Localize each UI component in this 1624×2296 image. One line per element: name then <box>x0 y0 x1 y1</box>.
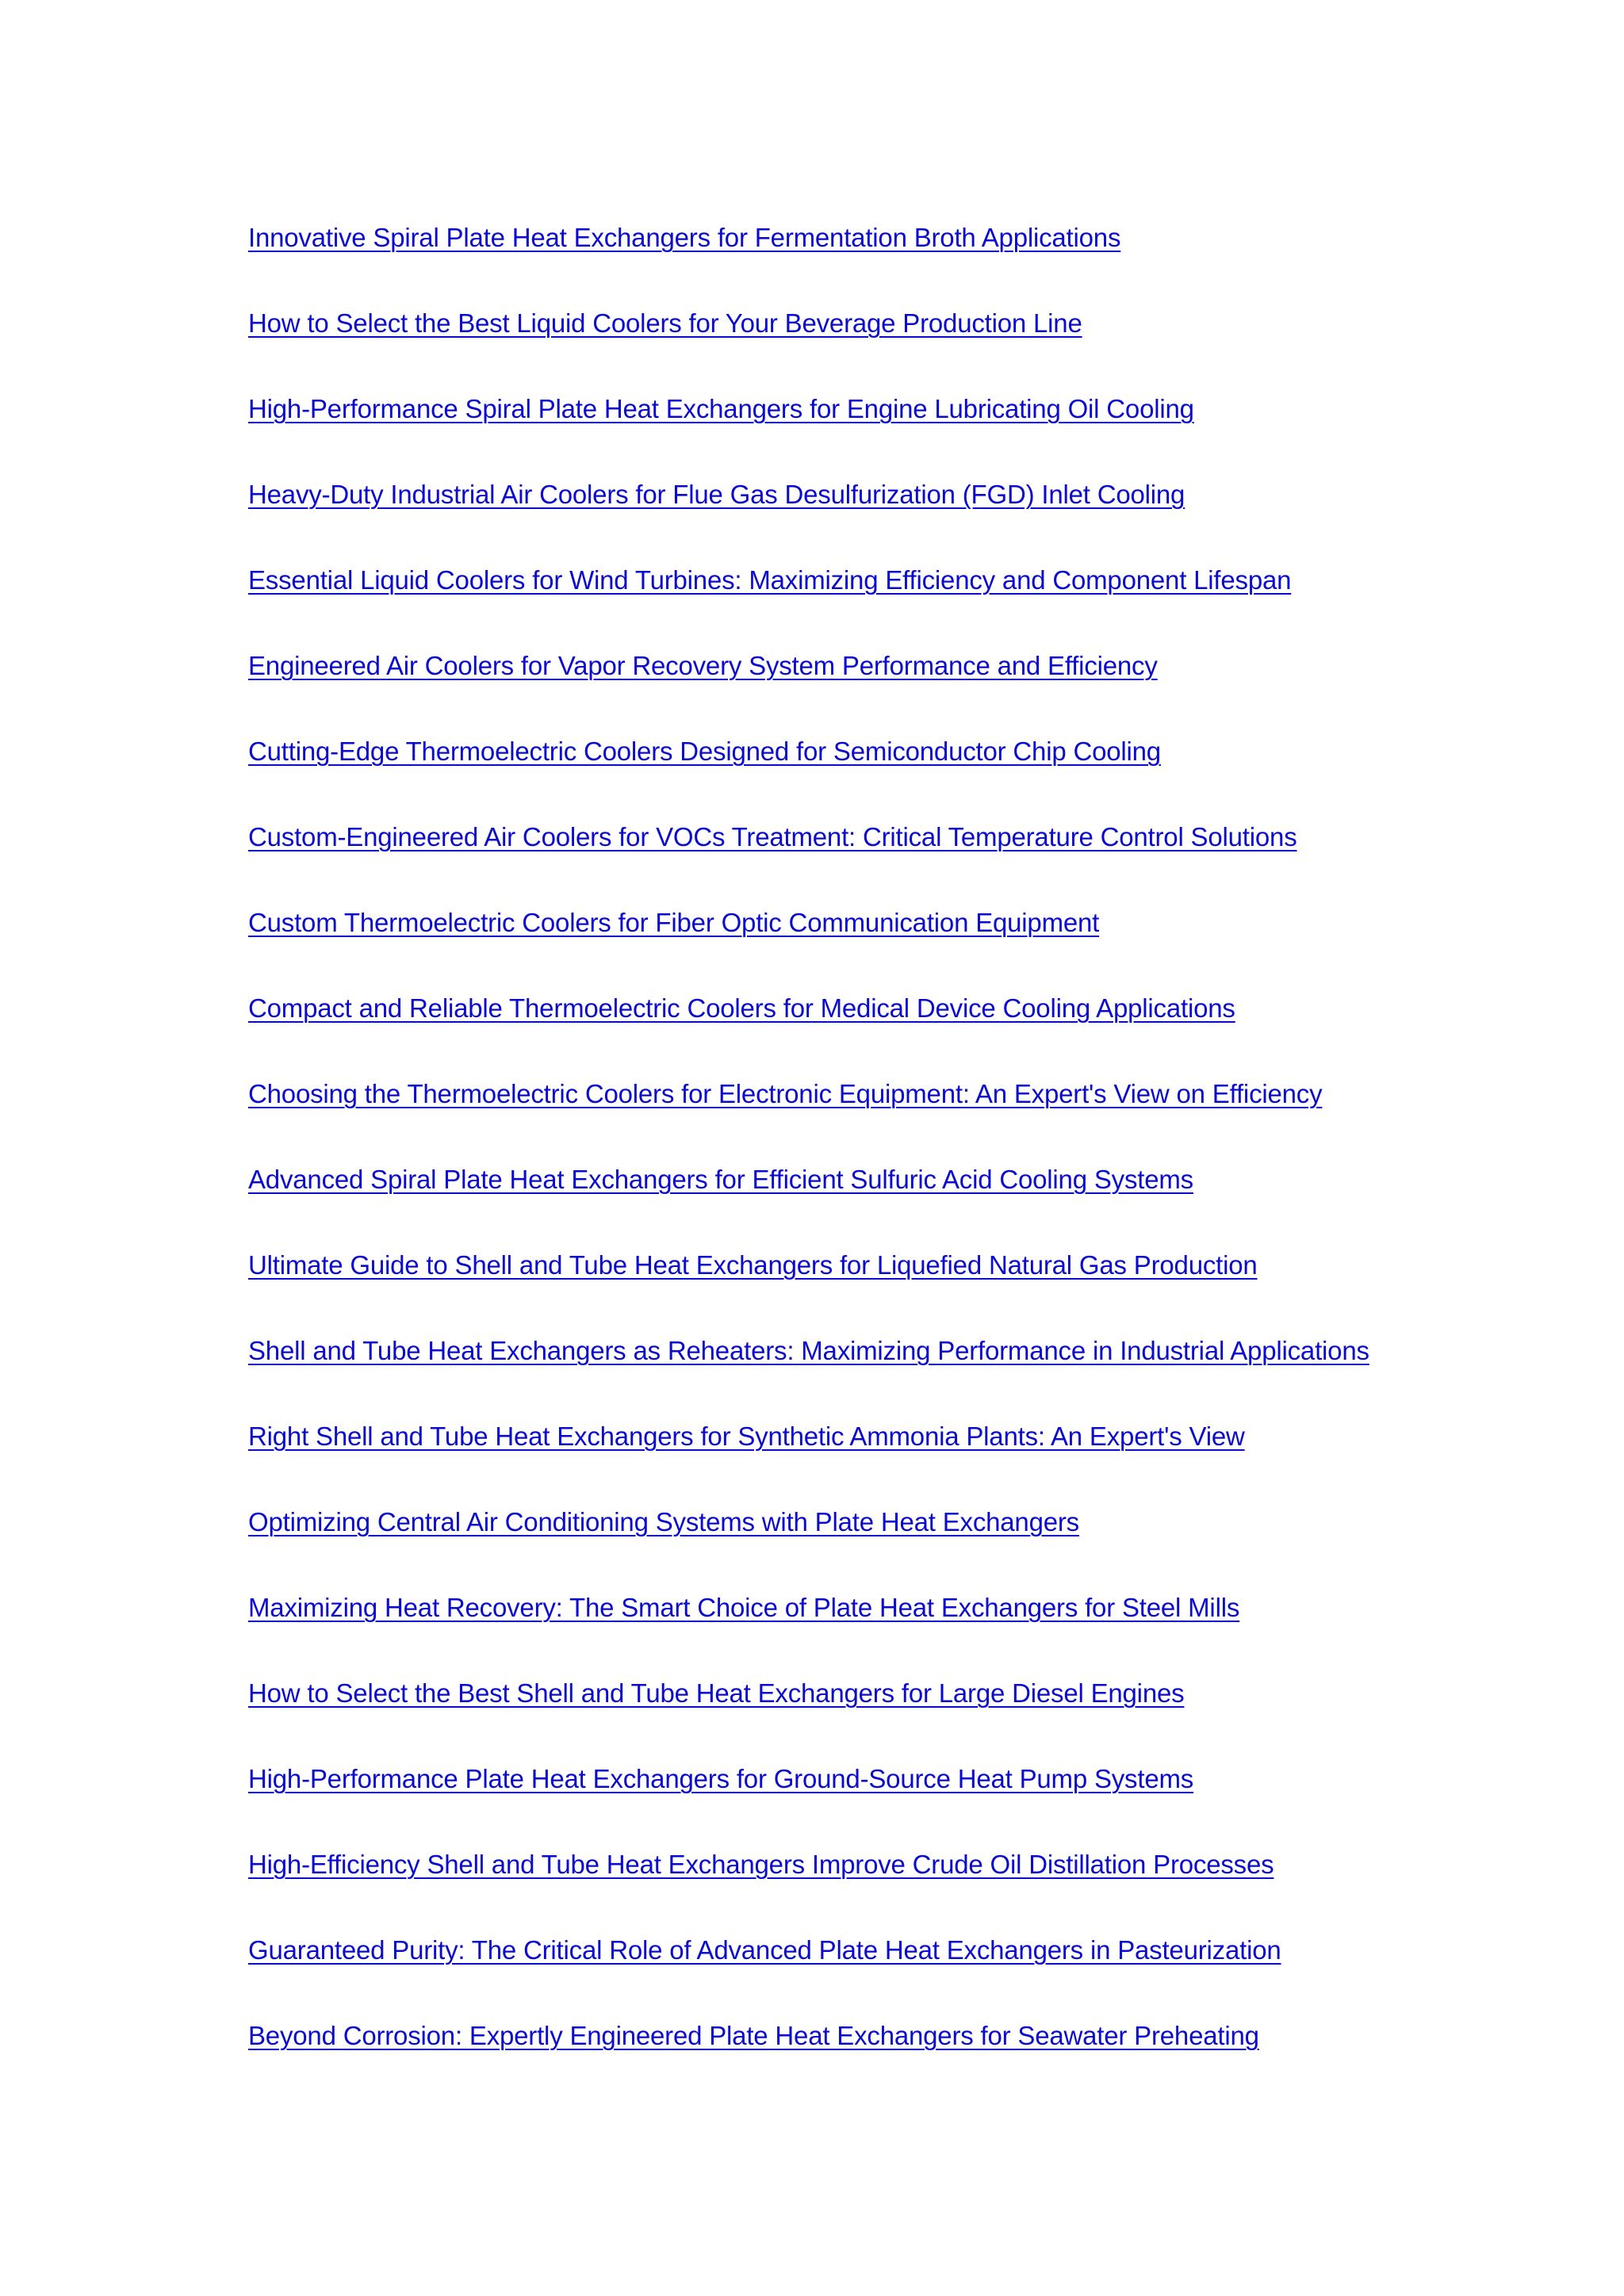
list-item <box>248 557 1291 604</box>
list-item <box>248 813 1297 861</box>
list-item <box>248 385 1194 433</box>
list-item <box>248 1584 1239 1632</box>
article-link[interactable]: High-Performance Spiral Plate Heat Exchangers for Engine Lubricating Oil Cooling <box>248 394 1194 423</box>
article-link[interactable]: Advanced Spiral Plate Heat Exchangers for Efficient Sulfuric Acid Cooling Systems <box>248 1165 1193 1194</box>
article-link[interactable]: High-Efficiency Shell and Tube Heat Exchangers Improve Crude Oil Distillation Processes <box>248 1850 1274 1879</box>
article-link[interactable]: Compact and Reliable Thermoelectric Coolers for Medical Device Cooling Applications <box>248 993 1235 1023</box>
list-item <box>248 642 1158 690</box>
article-link[interactable]: Maximizing Heat Recovery: The Smart Choice of Plate Heat Exchangers for Steel Mills <box>248 1593 1240 1622</box>
list-item <box>248 2012 1259 2060</box>
list-item <box>248 1498 1079 1546</box>
list-item <box>248 1156 1193 1203</box>
article-link[interactable]: Ultimate Guide to Shell and Tube Heat Exchangers for Liquefied Natural Gas Production <box>248 1250 1258 1280</box>
article-link[interactable]: Innovative Spiral Plate Heat Exchangers for Fermentation Broth Applications <box>248 223 1121 252</box>
article-link[interactable]: High-Performance Plate Heat Exchangers for Ground-Source Heat Pump Systems <box>248 1764 1194 1793</box>
article-link[interactable]: Shell and Tube Heat Exchangers as Reheaters: Maximizing Performance in Industrial Applications <box>248 1336 1369 1365</box>
list-item <box>248 1841 1274 1888</box>
article-link[interactable]: How to Select the Best Liquid Coolers for Your Beverage Production Line <box>248 308 1082 338</box>
list-item <box>248 1070 1322 1118</box>
list-item <box>248 899 1099 947</box>
list-item <box>248 1413 1245 1460</box>
article-link[interactable]: Custom-Engineered Air Coolers for VOCs Treatment: Critical Temperature Control Solutions <box>248 822 1297 851</box>
list-item <box>248 471 1185 519</box>
list-item <box>248 1327 1369 1375</box>
list-item <box>248 985 1235 1032</box>
article-link[interactable]: Beyond Corrosion: Expertly Engineered Plate Heat Exchangers for Seawater Preheating <box>248 2021 1259 2050</box>
list-item <box>248 214 1120 262</box>
article-link[interactable]: Optimizing Central Air Conditioning Systems with Plate Heat Exchangers <box>248 1507 1079 1536</box>
list-item <box>248 300 1082 347</box>
list-item <box>248 728 1161 775</box>
article-link[interactable]: Choosing the Thermoelectric Coolers for Electronic Equipment: An Expert's View on Efficiency <box>248 1079 1323 1108</box>
article-link[interactable]: Essential Liquid Coolers for Wind Turbines: Maximizing Efficiency and Component Lifespan <box>248 565 1292 595</box>
list-item <box>248 1242 1258 1289</box>
article-link[interactable]: Right Shell and Tube Heat Exchangers for Synthetic Ammonia Plants: An Expert's View <box>248 1422 1245 1451</box>
article-link[interactable]: Custom Thermoelectric Coolers for Fiber Optic Communication Equipment <box>248 908 1100 937</box>
list-item <box>248 1670 1184 1717</box>
article-link[interactable]: Engineered Air Coolers for Vapor Recovery System Performance and Efficiency <box>248 651 1158 680</box>
article-link[interactable]: How to Select the Best Shell and Tube Heat Exchangers for Large Diesel Engines <box>248 1678 1185 1708</box>
article-link[interactable]: Heavy-Duty Industrial Air Coolers for Flue Gas Desulfurization (FGD) Inlet Cooling <box>248 480 1185 509</box>
article-link[interactable]: Cutting-Edge Thermoelectric Coolers Designed for Semiconductor Chip Cooling <box>248 737 1161 766</box>
article-link[interactable]: Guaranteed Purity: The Critical Role of Advanced Plate Heat Exchangers in Pasteurization <box>248 1935 1281 1965</box>
list-item <box>248 1927 1281 1974</box>
list-item <box>248 1755 1193 1803</box>
